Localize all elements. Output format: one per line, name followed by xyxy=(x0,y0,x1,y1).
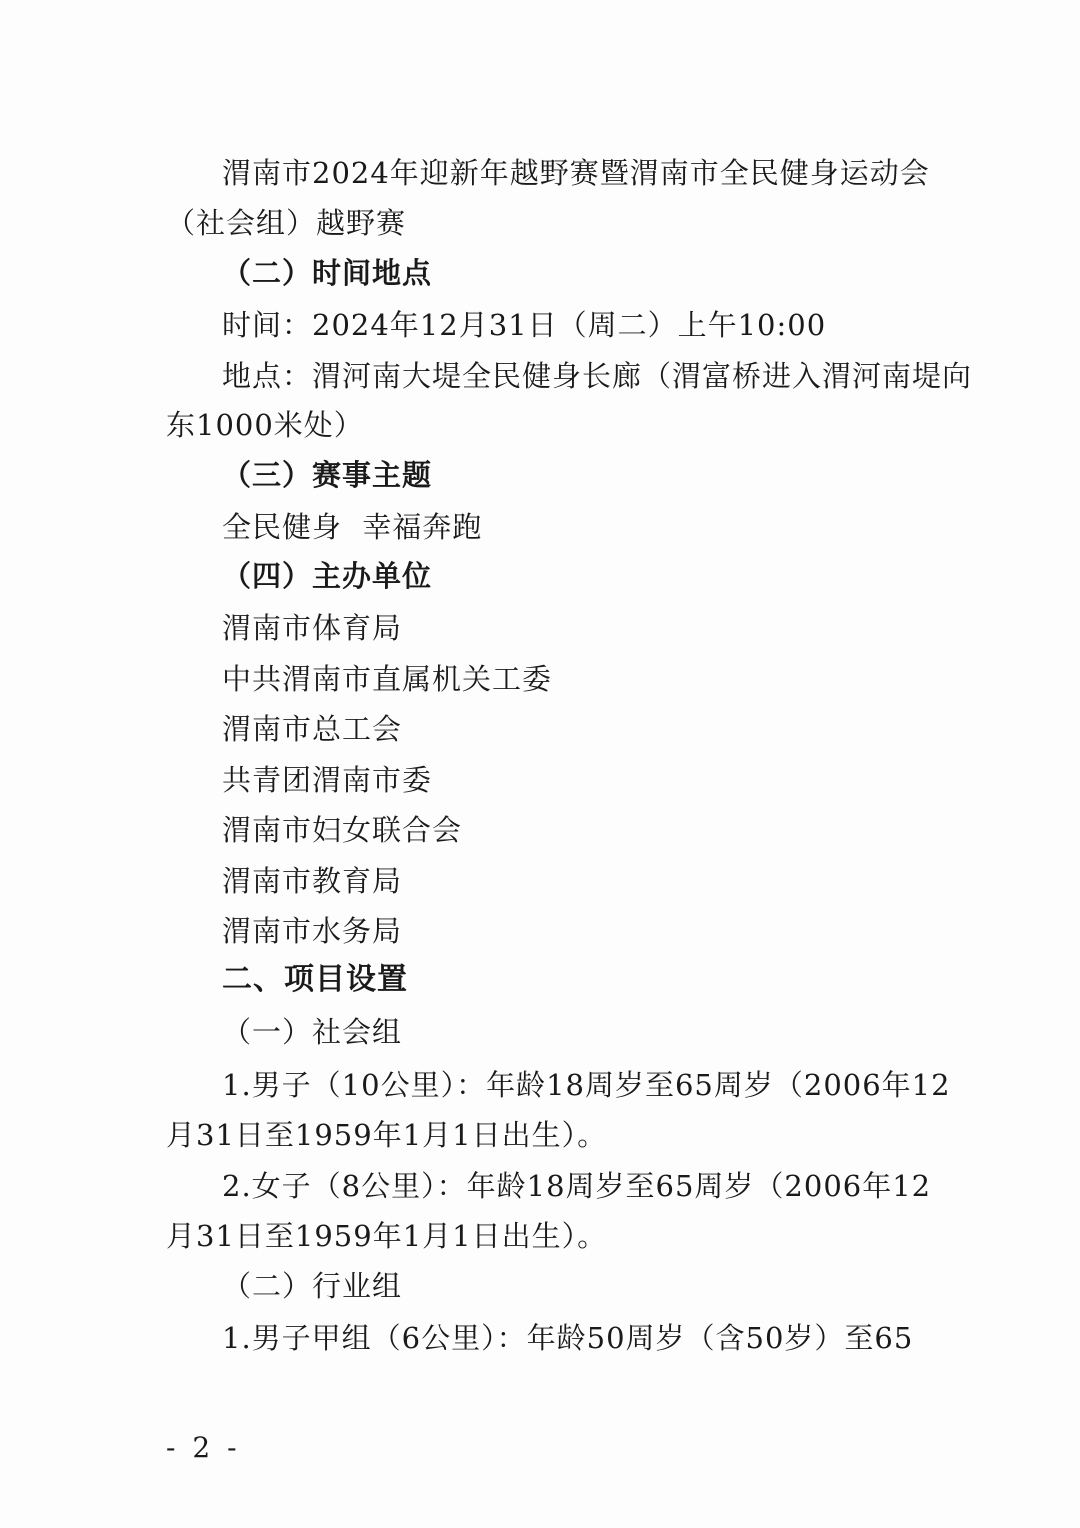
paragraph-line: 全民健身 幸福奔跑 xyxy=(222,510,483,544)
subsection-heading: （四）主办单位 xyxy=(222,559,433,593)
paragraph-line: 渭南市2024年迎新年越野赛暨渭南市全民健身运动会 xyxy=(222,156,930,190)
paragraph-line: 1.男子（10公里）：年龄18周岁至65周岁（2006年12 xyxy=(222,1068,951,1102)
paragraph-line: 2.女子（8公里）：年龄18周岁至65周岁（2006年12 xyxy=(222,1169,932,1203)
paragraph-line: （社会组）越野赛 xyxy=(166,206,407,240)
paragraph-line: 1.男子甲组（6公里）：年龄50周岁（含50岁）至65 xyxy=(222,1321,914,1355)
subsection-heading: （三）赛事主题 xyxy=(222,458,433,492)
paragraph-line: 时间：2024年12月31日（周二）上午10:00 xyxy=(222,308,827,342)
paragraph-line: 东1000米处） xyxy=(166,408,364,442)
organizer-item: 渭南市体育局 xyxy=(222,611,403,645)
subsection-heading: （二）行业组 xyxy=(222,1269,403,1303)
page-number: - 2 - xyxy=(166,1431,241,1464)
organizer-item: 渭南市总工会 xyxy=(222,712,403,746)
paragraph-line: 月31日至1959年1月1日出生）。 xyxy=(166,1219,608,1253)
paragraph-line: 月31日至1959年1月1日出生）。 xyxy=(166,1118,608,1152)
subsection-heading: （二）时间地点 xyxy=(222,256,433,290)
organizer-item: 共青团渭南市委 xyxy=(222,763,433,797)
paragraph-line: 地点：渭河南大堤全民健身长廊（渭富桥进入渭河南堤向 xyxy=(222,359,973,393)
organizer-item: 中共渭南市直属机关工委 xyxy=(222,662,553,696)
section-heading: 二、项目设置 xyxy=(222,962,408,997)
organizer-item: 渭南市妇女联合会 xyxy=(222,813,463,847)
organizer-item: 渭南市水务局 xyxy=(222,914,403,948)
subsection-heading: （一）社会组 xyxy=(222,1015,403,1049)
organizer-item: 渭南市教育局 xyxy=(222,864,403,898)
